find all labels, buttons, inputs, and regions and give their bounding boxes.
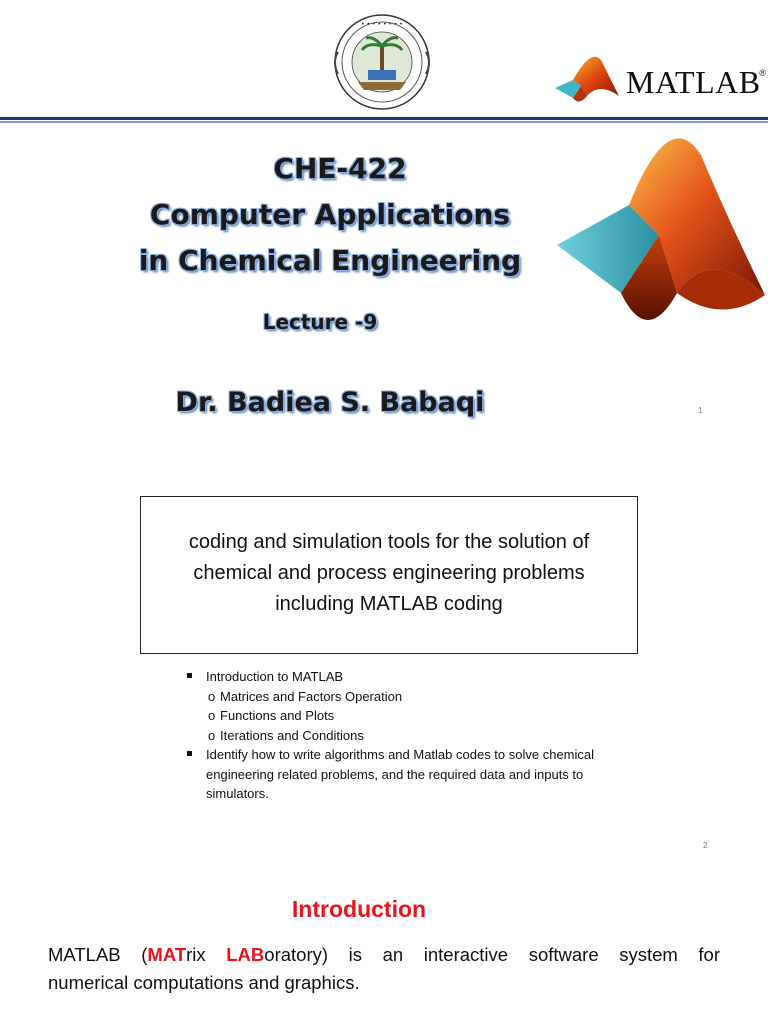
outline-subitem bbox=[186, 687, 656, 707]
outline-subitem bbox=[186, 706, 656, 726]
outline-subitem-text: Functions and Plots bbox=[220, 708, 335, 723]
outline-item-text-line: simulators. bbox=[206, 786, 269, 801]
intro-line-1 bbox=[48, 941, 720, 969]
outline-item bbox=[186, 667, 656, 687]
intro-paragraph bbox=[48, 941, 720, 997]
registered-mark: ® bbox=[759, 68, 766, 78]
page-number-2: 2 bbox=[703, 841, 708, 850]
outline-subitem-text: Iterations and Conditions bbox=[220, 727, 364, 743]
circle-bullet-icon: o bbox=[208, 708, 216, 723]
open-paren: ( bbox=[141, 944, 148, 965]
word: software bbox=[528, 944, 599, 965]
description-line: including MATLAB coding bbox=[275, 592, 503, 615]
description-line: chemical and process engineering problems bbox=[193, 561, 585, 584]
svg-text:• • • • • • • •: • • • • • • • • bbox=[361, 21, 403, 28]
word: is bbox=[348, 944, 362, 965]
section-heading: Introduction bbox=[291, 896, 427, 922]
circle-bullet-icon: o bbox=[208, 688, 216, 704]
course-title-line-1: Computer Applications bbox=[149, 198, 511, 231]
outline-subitem bbox=[186, 726, 656, 746]
outline-item bbox=[186, 745, 656, 804]
page-number-1: 1 bbox=[698, 406, 703, 415]
acronym-expansion-laboratory bbox=[226, 941, 328, 969]
course-outline-list bbox=[186, 667, 656, 804]
intro-line-2: numerical computations and graphics. bbox=[48, 972, 360, 993]
word: MATLAB bbox=[48, 944, 121, 965]
word-rest: rix bbox=[186, 944, 206, 965]
highlight-mat: MAT bbox=[147, 944, 187, 965]
lecture-number: Lecture -9 bbox=[262, 310, 378, 334]
word: for bbox=[698, 944, 720, 965]
circle-bullet-icon: o bbox=[208, 727, 216, 743]
instructor-name: Dr. Badiea S. Babaqi bbox=[175, 387, 485, 418]
header-rule-light bbox=[0, 121, 768, 123]
matlab-wordmark: MATLAB bbox=[626, 64, 761, 100]
outline-item-text: Introduction to MATLAB bbox=[206, 669, 344, 684]
matlab-logo bbox=[551, 52, 768, 110]
word: an bbox=[382, 944, 404, 965]
header-rule bbox=[0, 117, 768, 120]
matlab-membrane-graphic bbox=[551, 125, 768, 347]
outline-item-text-line: engineering related problems, and the required data and inputs to bbox=[206, 766, 584, 782]
word: interactive bbox=[423, 944, 509, 965]
acronym-expansion-matrix bbox=[141, 941, 205, 969]
course-code: CHE-422 bbox=[273, 152, 407, 185]
word-rest: oratory) bbox=[264, 944, 329, 965]
university-logo bbox=[328, 12, 436, 112]
square-bullet-icon bbox=[187, 751, 192, 756]
course-description bbox=[149, 527, 629, 620]
course-description-box bbox=[140, 496, 638, 654]
outline-item-text-line: Identify how to write algorithms and Matlab codes to solve chemical bbox=[206, 747, 595, 762]
description-line: coding and simulation tools for the solution of bbox=[188, 530, 590, 553]
course-title-line-2: in Chemical Engineering bbox=[138, 244, 522, 277]
word: system bbox=[619, 944, 678, 965]
square-bullet-icon bbox=[187, 673, 192, 678]
highlight-lab: LAB bbox=[226, 944, 265, 965]
outline-subitem-text: Matrices and Factors Operation bbox=[220, 688, 403, 704]
